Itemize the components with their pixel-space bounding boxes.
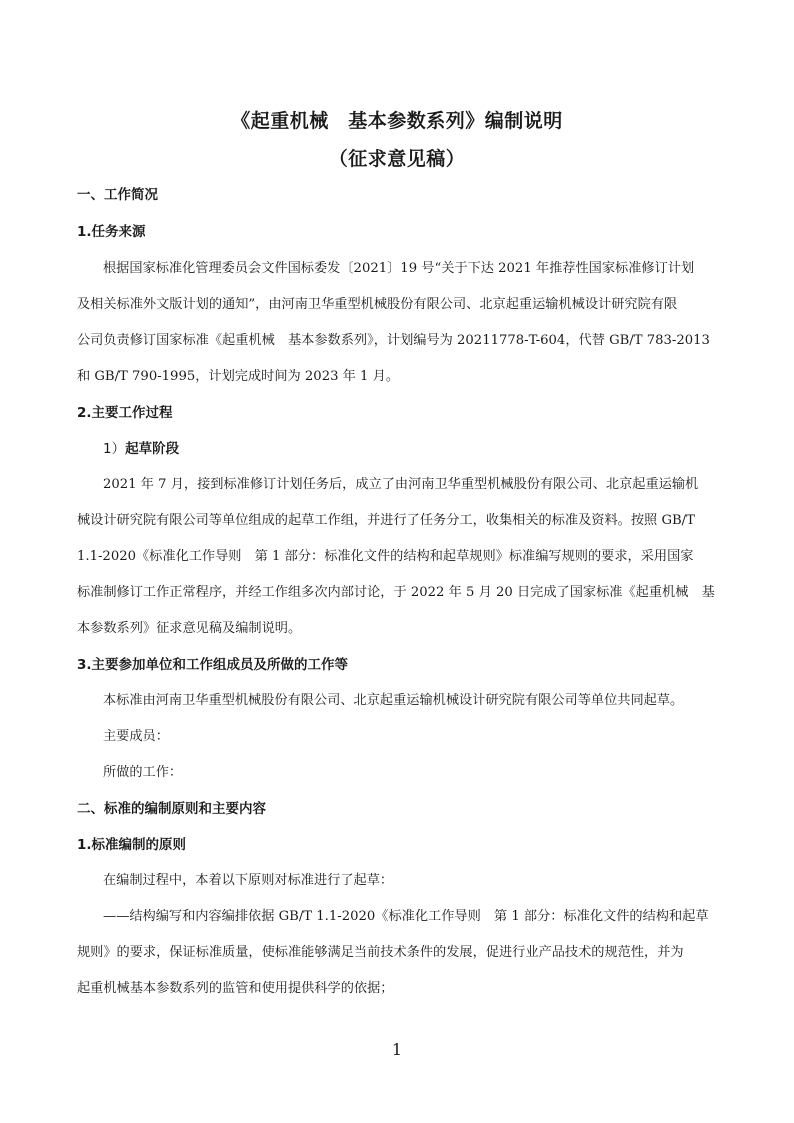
document-title: 《起重机械 基本参数系列》编制说明 [231, 110, 563, 132]
paragraph-line: 规则》的要求，保证标准质量，使标准能够满足当前技术条件的发展，促进行业产品技术的规范性，并为 [77, 945, 684, 960]
sub-subsection-heading-drafting [103, 437, 179, 457]
paragraph-line: 1.1-2020《标准化工作导则 第 1 部分：标准化文件的结构和起草规则》标准编写规则的要求，采用国家 [77, 549, 694, 564]
paragraph-line: 2021 年 7 月，接到标准修订计划任务后，成立了由河南卫华重型机械股份有限公司、北京起重运输机 [103, 477, 699, 492]
section-heading-1: 一、工作简况 [77, 187, 158, 203]
paragraph-line: ——结构编写和内容编排依据 GB/T 1.1-2020《标准化工作导则 第 1 部分：标准化文件的结构和起草 [103, 909, 709, 924]
paragraph-line: 公司负责修订国家标准《起重机械 基本参数系列》，计划编号为 20211778-T-604，代替 GB/T 783-2013 [77, 333, 710, 348]
paragraph-line: 械设计研究院有限公司等单位组成的起草工作组，并进行了任务分工，收集相关的标准及资料。按照 GB/T [77, 513, 695, 528]
paragraph-line: 所做的工作： [103, 765, 183, 780]
subsection-heading-task-source: 1.任务来源 [77, 224, 146, 240]
subsection-heading-participants: 3.主要参加单位和工作组成员及所做的工作等 [77, 657, 349, 673]
paragraph-line: 在编制过程中，本着以下原则对标准进行了起草： [103, 873, 394, 888]
paragraph-line: 主要成员： [103, 729, 169, 744]
section-heading-2: 二、标准的编制原则和主要内容 [77, 801, 266, 817]
paragraph-line: 和 GB/T 790-1995，计划完成时间为 2023 年 1 月。 [77, 369, 400, 384]
paragraph-line: 及相关标准外文版计划的通知”，由河南卫华重型机械股份有限公司、北京起重运输机械设计研究院有限 [77, 297, 678, 312]
sub-subsection-number: 1） [103, 441, 126, 457]
paragraph-line: 本参数系列》征求意见稿及编制说明。 [77, 621, 302, 636]
subsection-heading-work-process: 2.主要工作过程 [77, 405, 173, 421]
paragraph-line: 本标准由河南卫华重型机械股份有限公司、北京起重运输机械设计研究院有限公司等单位共同起草。 [103, 693, 684, 708]
paragraph-line: 起重机械基本参数系列的监管和使用提供科学的依据； [77, 981, 394, 996]
paragraph-line: 根据国家标准化管理委员会文件国标委发〔2021〕19 号“关于下达 2021 年推荐性国家标准修订计划 [103, 261, 695, 276]
sub-subsection-label: 起草阶段 [125, 441, 180, 457]
document-subtitle: （征求意见稿） [328, 148, 466, 170]
subsection-heading-principles: 1.标准编制的原则 [77, 837, 187, 853]
paragraph-line: 标准制修订工作正常程序，并经工作组多次内部讨论，于 2022 年 5 月 20 日完成了国家标准《起重机械 基 [77, 585, 715, 600]
page-number: 1 [391, 1040, 403, 1059]
